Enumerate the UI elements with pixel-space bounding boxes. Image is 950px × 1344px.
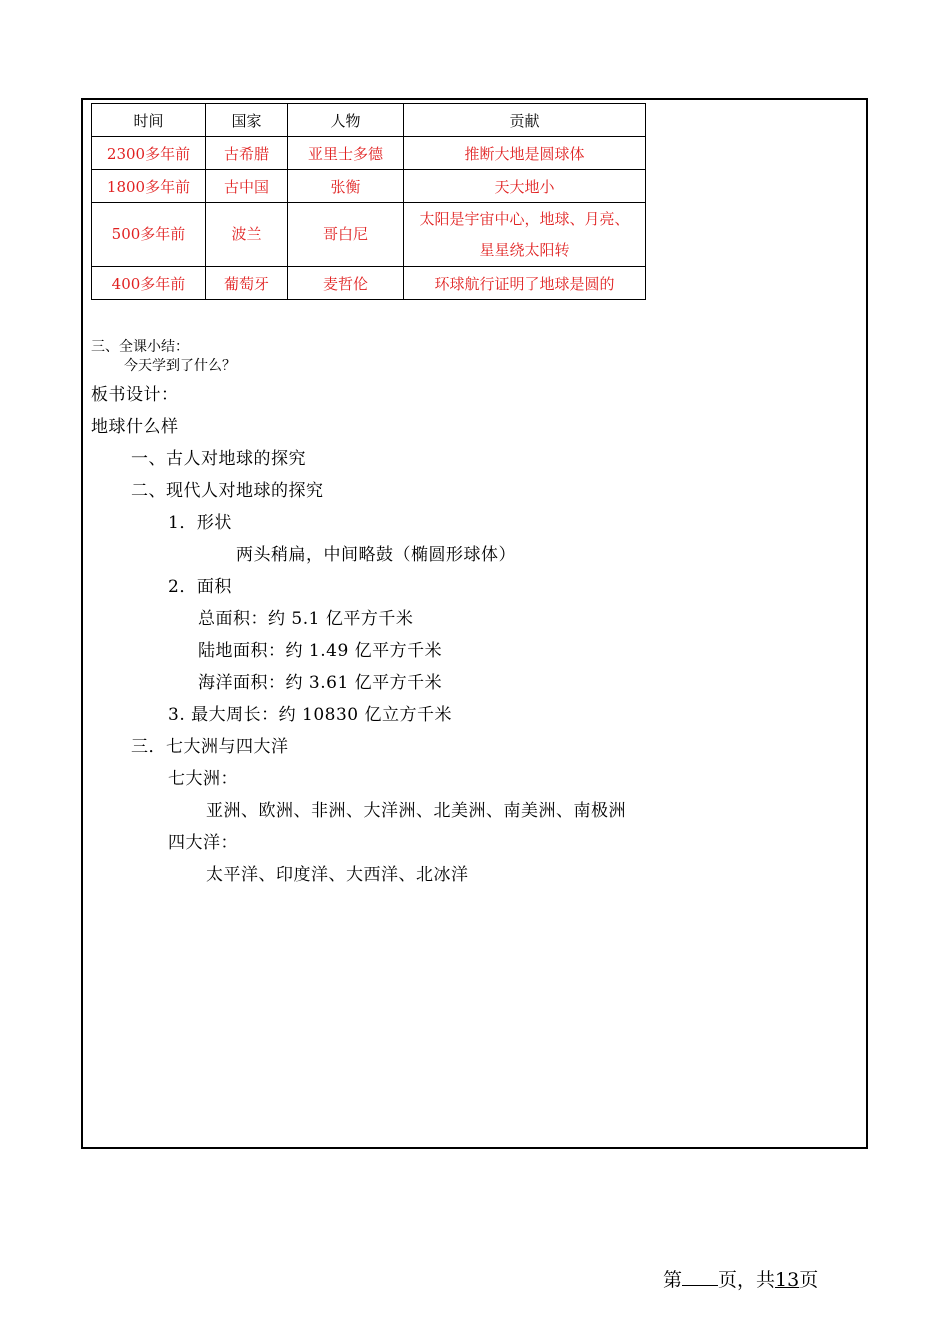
cell-person: 张衡 (288, 170, 404, 203)
section-2-shape: 1．形状 (168, 513, 232, 533)
cell-person: 亚里士多德 (288, 137, 404, 170)
header-country: 国家 (206, 104, 288, 137)
area-land: 陆地面积：约 1.49 亿平方千米 (198, 641, 443, 661)
shape-description: 两头稍扁，中间略鼓（椭圆形球体） (236, 545, 516, 565)
cell-contribution (404, 203, 646, 267)
cell-country: 葡萄牙 (206, 267, 288, 300)
total-pages: 13 (775, 1269, 800, 1291)
oceans-label: 四大洋： (168, 833, 238, 853)
page-number-blank (682, 1267, 718, 1286)
summary-heading: 三、全课小结： (91, 339, 189, 355)
board-title: 板书设计： (91, 385, 179, 405)
table-row (92, 137, 646, 170)
header-person: 人物 (288, 104, 404, 137)
section-1: 一、古人对地球的探究 (131, 449, 306, 469)
continents-label: 七大洲： (168, 769, 238, 789)
table-row (92, 203, 646, 267)
cell-time: 1800多年前 (92, 170, 206, 203)
header-contribution: 贡献 (404, 104, 646, 137)
area-total: 总面积：约 5.1 亿平方千米 (198, 609, 414, 629)
cell-contribution: 天大地小 (404, 170, 646, 203)
cell-contribution: 推断大地是圆球体 (404, 137, 646, 170)
footer-middle: 页，共 (718, 1269, 776, 1291)
summary-question: 今天学到了什么？ (124, 358, 236, 374)
continents-list: 亚洲、欧洲、非洲、大洋洲、北美洲、南美洲、南极洲 (206, 801, 626, 821)
cell-country: 古中国 (206, 170, 288, 203)
footer-prefix: 第 (663, 1269, 683, 1291)
page-footer (663, 1265, 818, 1292)
board-topic: 地球什么样 (91, 417, 179, 437)
oceans-list: 太平洋、印度洋、大西洋、北冰洋 (206, 865, 469, 885)
section-2: 二、现代人对地球的探究 (131, 481, 324, 501)
table-header-row (92, 104, 646, 137)
cell-contribution: 环球航行证明了地球是圆的 (404, 267, 646, 300)
table-row (92, 170, 646, 203)
cell-contribution-line1: 太阳是宇宙中心，地球、月亮、 (419, 209, 630, 228)
cell-time: 500多年前 (92, 203, 206, 267)
cell-contribution-line2: 星星绕太阳转 (479, 240, 570, 259)
section-3: 三．七大洲与四大洋 (131, 737, 289, 757)
header-time: 时间 (92, 104, 206, 137)
cell-time: 2300多年前 (92, 137, 206, 170)
section-2-circumference: 3. 最大周长：约 10830 亿立方千米 (168, 705, 453, 725)
table-row (92, 267, 646, 300)
cell-time: 400多年前 (92, 267, 206, 300)
history-table (91, 103, 646, 300)
cell-person: 麦哲伦 (288, 267, 404, 300)
section-2-area: 2．面积 (168, 577, 232, 597)
cell-country: 波兰 (206, 203, 288, 267)
cell-person: 哥白尼 (288, 203, 404, 267)
area-ocean: 海洋面积：约 3.61 亿平方千米 (198, 673, 443, 693)
footer-suffix: 页 (799, 1269, 819, 1291)
cell-country: 古希腊 (206, 137, 288, 170)
